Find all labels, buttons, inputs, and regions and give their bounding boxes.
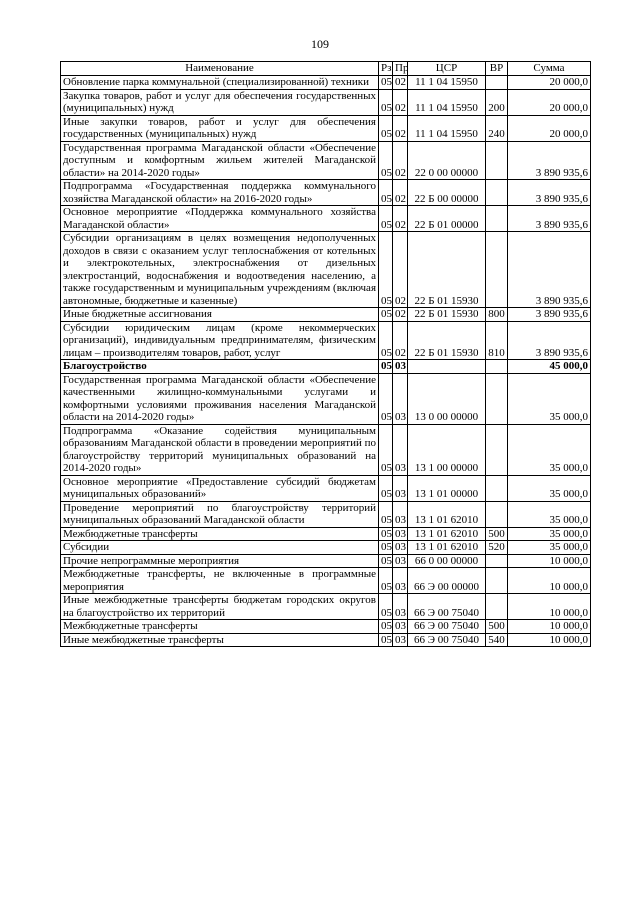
cell-name: Основное мероприятие «Предоставление субсидий бюджетам муниципальных образований» xyxy=(61,475,379,501)
cell-name: Межбюджетные трансферты xyxy=(61,620,379,634)
table-row xyxy=(61,424,591,475)
cell-name: Иные межбюджетные трансферты бюджетам городских округов на благоустройство их территорий xyxy=(61,594,379,620)
cell-rz: 05 xyxy=(379,475,393,501)
cell-sum: 45 000,0 xyxy=(508,360,591,374)
cell-rz: 05 xyxy=(379,527,393,541)
cell-vr: 200 xyxy=(486,89,508,115)
cell-csr: 13 1 01 62010 xyxy=(408,541,486,555)
cell-sum: 3 890 935,6 xyxy=(508,180,591,206)
cell-pr: 02 xyxy=(393,206,408,232)
cell-csr: 11 1 04 15950 xyxy=(408,89,486,115)
cell-csr: 66 Э 00 75040 xyxy=(408,633,486,647)
cell-vr xyxy=(486,206,508,232)
table-row xyxy=(61,501,591,527)
cell-sum: 3 890 935,6 xyxy=(508,321,591,360)
cell-vr xyxy=(486,373,508,424)
cell-vr xyxy=(486,360,508,374)
cell-sum: 20 000,0 xyxy=(508,89,591,115)
header-rz: Рз xyxy=(379,62,393,76)
cell-rz: 05 xyxy=(379,232,393,308)
table-row xyxy=(61,89,591,115)
cell-vr xyxy=(486,424,508,475)
page-number: 109 xyxy=(311,37,329,51)
cell-rz: 05 xyxy=(379,76,393,90)
cell-rz: 05 xyxy=(379,180,393,206)
cell-rz: 05 xyxy=(379,206,393,232)
cell-vr xyxy=(486,594,508,620)
cell-sum: 10 000,0 xyxy=(508,554,591,568)
cell-csr: 13 1 00 00000 xyxy=(408,424,486,475)
cell-csr xyxy=(408,360,486,374)
cell-name: Основное мероприятие «Поддержка коммунального хозяйства Магаданской области» xyxy=(61,206,379,232)
cell-name: Проведение мероприятий по благоустройству территорий муниципальных образований Магаданской области xyxy=(61,501,379,527)
cell-vr: 540 xyxy=(486,633,508,647)
header-csr: ЦСР xyxy=(408,62,486,76)
cell-name: Прочие непрограммные мероприятия xyxy=(61,554,379,568)
cell-name: Иные закупки товаров, работ и услуг для обеспечения государственных (муниципальных) нужд xyxy=(61,115,379,141)
budget-table xyxy=(60,61,591,647)
table-row xyxy=(61,232,591,308)
cell-sum: 3 890 935,6 xyxy=(508,141,591,180)
cell-csr: 22 Б 01 00000 xyxy=(408,206,486,232)
table-row xyxy=(61,633,591,647)
cell-csr: 22 Б 00 00000 xyxy=(408,180,486,206)
table-row xyxy=(61,321,591,360)
cell-vr xyxy=(486,568,508,594)
cell-csr: 22 Б 01 15930 xyxy=(408,308,486,322)
table-row xyxy=(61,115,591,141)
cell-vr xyxy=(486,76,508,90)
cell-sum: 3 890 935,6 xyxy=(508,308,591,322)
cell-csr: 13 1 01 00000 xyxy=(408,475,486,501)
cell-sum: 35 000,0 xyxy=(508,541,591,555)
cell-vr xyxy=(486,475,508,501)
cell-rz: 05 xyxy=(379,424,393,475)
cell-csr: 66 Э 00 75040 xyxy=(408,594,486,620)
header-pr: Пр xyxy=(393,62,408,76)
table-row xyxy=(61,141,591,180)
cell-pr: 03 xyxy=(393,475,408,501)
cell-name: Государственная программа Магаданской области «Обеспечение доступным и комфортным жильем жителей Магаданской области» на 2014-2020 годы» xyxy=(61,141,379,180)
cell-pr: 02 xyxy=(393,141,408,180)
cell-sum: 35 000,0 xyxy=(508,527,591,541)
cell-csr: 13 1 01 62010 xyxy=(408,501,486,527)
cell-pr: 02 xyxy=(393,232,408,308)
table-row xyxy=(61,360,591,374)
header-vr: ВР xyxy=(486,62,508,76)
cell-csr: 13 1 01 62010 xyxy=(408,527,486,541)
cell-rz: 05 xyxy=(379,115,393,141)
cell-pr: 02 xyxy=(393,115,408,141)
cell-vr: 800 xyxy=(486,308,508,322)
table-row xyxy=(61,180,591,206)
cell-csr: 22 Б 01 15930 xyxy=(408,232,486,308)
header-name: Наименование xyxy=(61,62,379,76)
cell-vr xyxy=(486,141,508,180)
cell-csr: 11 1 04 15950 xyxy=(408,115,486,141)
cell-pr: 02 xyxy=(393,89,408,115)
cell-pr: 03 xyxy=(393,541,408,555)
cell-vr xyxy=(486,501,508,527)
cell-name: Закупка товаров, работ и услуг для обеспечения государственных (муниципальных) нужд xyxy=(61,89,379,115)
cell-pr: 03 xyxy=(393,633,408,647)
cell-pr: 03 xyxy=(393,424,408,475)
cell-pr: 03 xyxy=(393,360,408,374)
cell-csr: 66 Э 00 75040 xyxy=(408,620,486,634)
cell-sum: 10 000,0 xyxy=(508,620,591,634)
cell-name: Подпрограмма «Государственная поддержка коммунального хозяйства Магаданской области» на 2016-2020 годы» xyxy=(61,180,379,206)
cell-rz: 05 xyxy=(379,89,393,115)
table-row xyxy=(61,373,591,424)
cell-sum: 3 890 935,6 xyxy=(508,206,591,232)
cell-pr: 03 xyxy=(393,568,408,594)
cell-rz: 05 xyxy=(379,620,393,634)
cell-pr: 03 xyxy=(393,554,408,568)
cell-pr: 03 xyxy=(393,620,408,634)
cell-pr: 03 xyxy=(393,527,408,541)
cell-sum: 10 000,0 xyxy=(508,594,591,620)
cell-name: Субсидии организациям в целях возмещения недополученных доходов в связи с оказанием услуг теплоснабжения от котельных и электрокотельных, электроснабжения от дизельных электростанций, водоснабжения и водоотведения населению, а также государственным и муниципальным учреждениям (включая автономные, бюджетные и казенные) xyxy=(61,232,379,308)
table-row xyxy=(61,594,591,620)
cell-name: Субсидии xyxy=(61,541,379,555)
cell-pr: 03 xyxy=(393,501,408,527)
table-row xyxy=(61,620,591,634)
cell-vr: 520 xyxy=(486,541,508,555)
cell-pr: 02 xyxy=(393,180,408,206)
table-row xyxy=(61,527,591,541)
table-row xyxy=(61,308,591,322)
cell-sum: 10 000,0 xyxy=(508,633,591,647)
cell-csr: 22 Б 01 15930 xyxy=(408,321,486,360)
cell-name: Государственная программа Магаданской области «Обеспечение качественными жилищно-коммунальными услугами и комфортными условиями проживания населения Магаданской области на 2014-2020 годы» xyxy=(61,373,379,424)
cell-name: Обновление парка коммунальной (специализированной) техники xyxy=(61,76,379,90)
cell-rz: 05 xyxy=(379,373,393,424)
cell-vr xyxy=(486,554,508,568)
cell-rz: 05 xyxy=(379,568,393,594)
cell-sum: 35 000,0 xyxy=(508,475,591,501)
cell-rz: 05 xyxy=(379,554,393,568)
cell-vr: 500 xyxy=(486,527,508,541)
cell-rz: 05 xyxy=(379,308,393,322)
cell-sum: 10 000,0 xyxy=(508,568,591,594)
cell-pr: 03 xyxy=(393,594,408,620)
cell-pr: 02 xyxy=(393,76,408,90)
cell-rz: 05 xyxy=(379,541,393,555)
cell-name: Межбюджетные трансферты, не включенные в программные мероприятия xyxy=(61,568,379,594)
table-row xyxy=(61,76,591,90)
cell-sum: 35 000,0 xyxy=(508,424,591,475)
cell-vr: 500 xyxy=(486,620,508,634)
header-sum: Сумма xyxy=(508,62,591,76)
cell-pr: 02 xyxy=(393,308,408,322)
table-row xyxy=(61,475,591,501)
cell-vr: 240 xyxy=(486,115,508,141)
cell-csr: 13 0 00 00000 xyxy=(408,373,486,424)
cell-sum: 20 000,0 xyxy=(508,76,591,90)
cell-csr: 11 1 04 15950 xyxy=(408,76,486,90)
cell-vr xyxy=(486,180,508,206)
cell-rz: 05 xyxy=(379,633,393,647)
cell-pr: 03 xyxy=(393,373,408,424)
cell-sum: 20 000,0 xyxy=(508,115,591,141)
cell-rz: 05 xyxy=(379,501,393,527)
table-header-row xyxy=(61,62,591,76)
cell-sum: 35 000,0 xyxy=(508,373,591,424)
cell-vr: 810 xyxy=(486,321,508,360)
cell-vr xyxy=(486,232,508,308)
cell-csr: 22 0 00 00000 xyxy=(408,141,486,180)
cell-sum: 35 000,0 xyxy=(508,501,591,527)
cell-csr: 66 Э 00 00000 xyxy=(408,568,486,594)
cell-pr: 02 xyxy=(393,321,408,360)
table-row xyxy=(61,541,591,555)
cell-rz: 05 xyxy=(379,594,393,620)
cell-name: Субсидии юридическим лицам (кроме некоммерческих организаций), индивидуальным предпринимателям, физическим лицам – производителям товаров, работ, услуг xyxy=(61,321,379,360)
cell-name: Иные бюджетные ассигнования xyxy=(61,308,379,322)
table-row xyxy=(61,206,591,232)
cell-rz: 05 xyxy=(379,360,393,374)
cell-sum: 3 890 935,6 xyxy=(508,232,591,308)
cell-rz: 05 xyxy=(379,321,393,360)
cell-name: Подпрограмма «Оказание содействия муниципальным образованиям Магаданской области в проведении мероприятий по благоустройству территорий муниципальных образований на 2014-2020 годы» xyxy=(61,424,379,475)
cell-name: Иные межбюджетные трансферты xyxy=(61,633,379,647)
cell-rz: 05 xyxy=(379,141,393,180)
table-row xyxy=(61,554,591,568)
table-row xyxy=(61,568,591,594)
cell-name: Межбюджетные трансферты xyxy=(61,527,379,541)
cell-name: Благоустройство xyxy=(61,360,379,374)
cell-csr: 66 0 00 00000 xyxy=(408,554,486,568)
